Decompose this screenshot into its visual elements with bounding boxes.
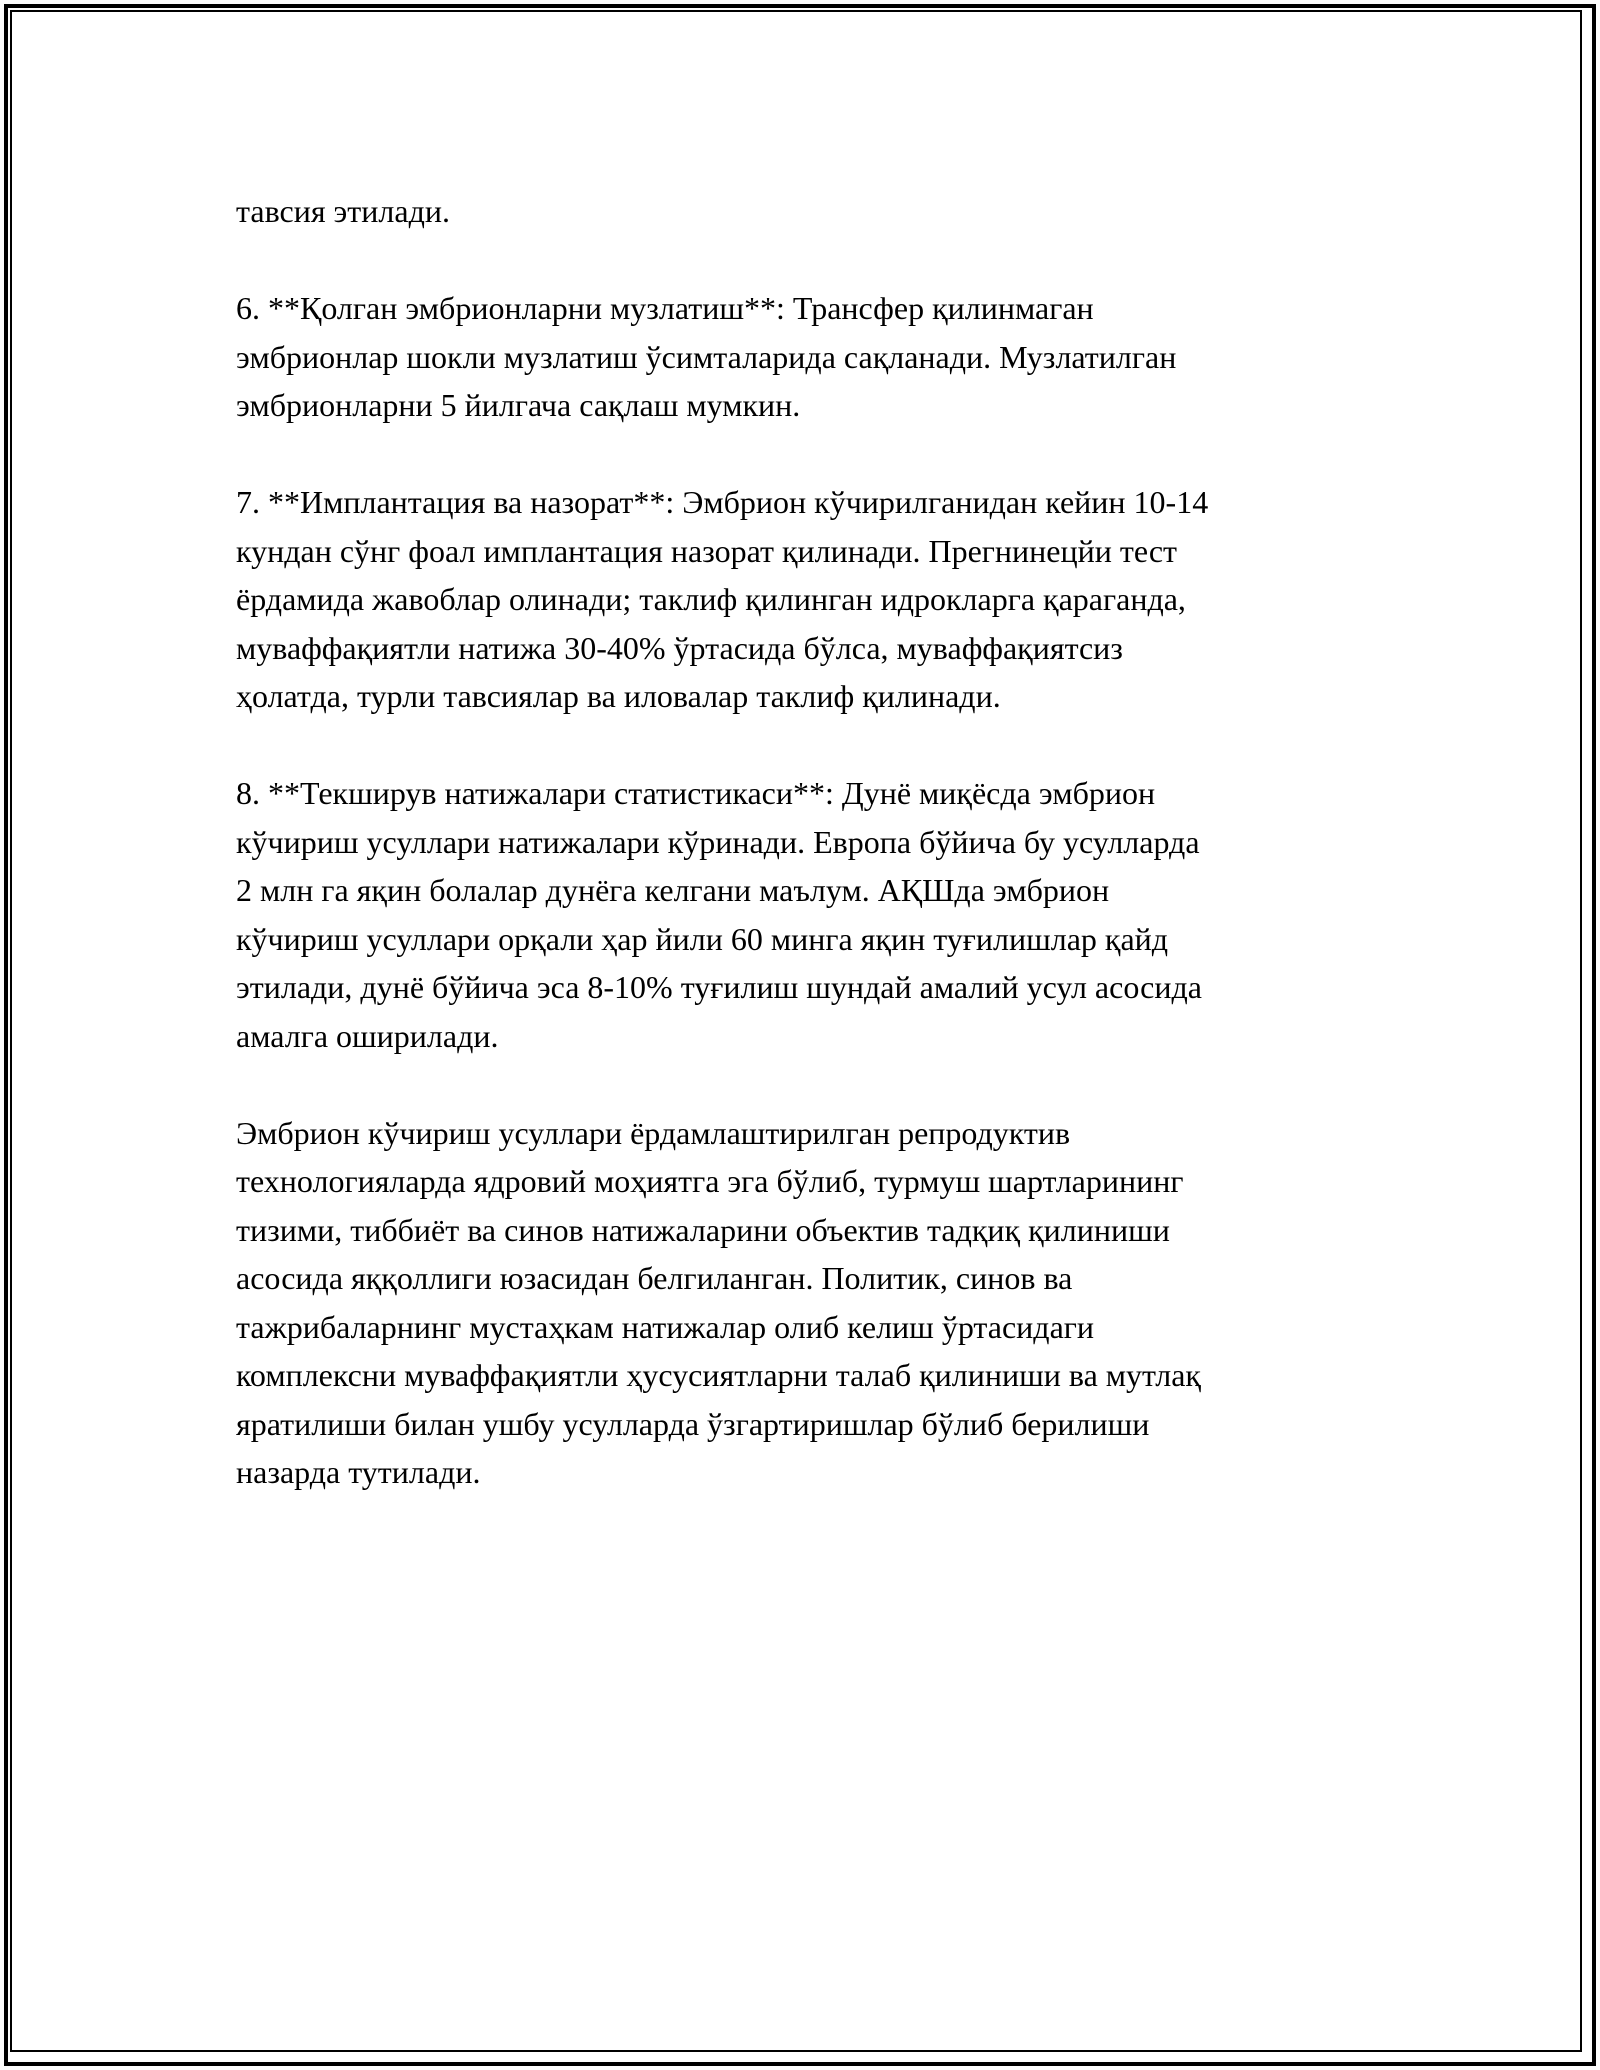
paragraph-item-7: 7. **Имплантация ва назорат**: Эмбрион кўчирилганидан кейин 10-14 кундан сўнг фоал имплантация назорат қилинади. Прегнинецйи тест ёрдамида жавоблар олинади; таклиф қилинган идрокларга қараганда, муваффақиятли натижа 30-40% ўртасида бўлса, муваффақиятсиз ҳолатда, турли тавсиялар ва иловалар таклиф қилинади. <box>236 484 1209 714</box>
paragraph-item-6: 6. **Қолган эмбрионларни музлатиш**: Трансфер қилинмаган эмбрионлар шокли музлатиш ўсимталарида сақланади. Музлатилган эмбрионларни 5 йилгача сақлаш мумкин. <box>236 290 1177 423</box>
paragraph-conclusion: Эмбрион кўчириш усуллари ёрдамлаштирилган репродуктив технологияларда ядровий моҳиятга эга бўлиб, турмуш шартларининг тизими, тиббиёт ва синов натижаларини объектив тадқиқ қилиниши асосида яққоллиги юзасидан белгиланган. Политик, синов ва тажрибаларнинг мустаҳкам натижалар олиб келиш ўртасидаги комплексни муваффақиятли ҳусусиятларни талаб қилиниши ва мутлақ яратилиши билан ушбу усулларда ўзгартиришлар бўлиб берилиши назарда тутилади. <box>236 1114 1201 1490</box>
paragraph-item-8: 8. **Текширув натижалари статистикаси**: Дунё миқёсда эмбрион кўчириш усуллари натижалари кўринади. Европа бўйича бу усулларда 2 млн га яқин болалар дунёга келгани маълум. АҚШда эмбрион кўчириш усуллари орқали ҳар йили 60 минга яқин туғилишлар қайд этилади, дунё бўйича эса 8-10% туғилиш шундай амалий усул асосида амалга оширилади. <box>236 775 1202 1054</box>
paragraph-continuation: тавсия этилади. <box>236 193 450 229</box>
document-body <box>236 187 1366 1545</box>
